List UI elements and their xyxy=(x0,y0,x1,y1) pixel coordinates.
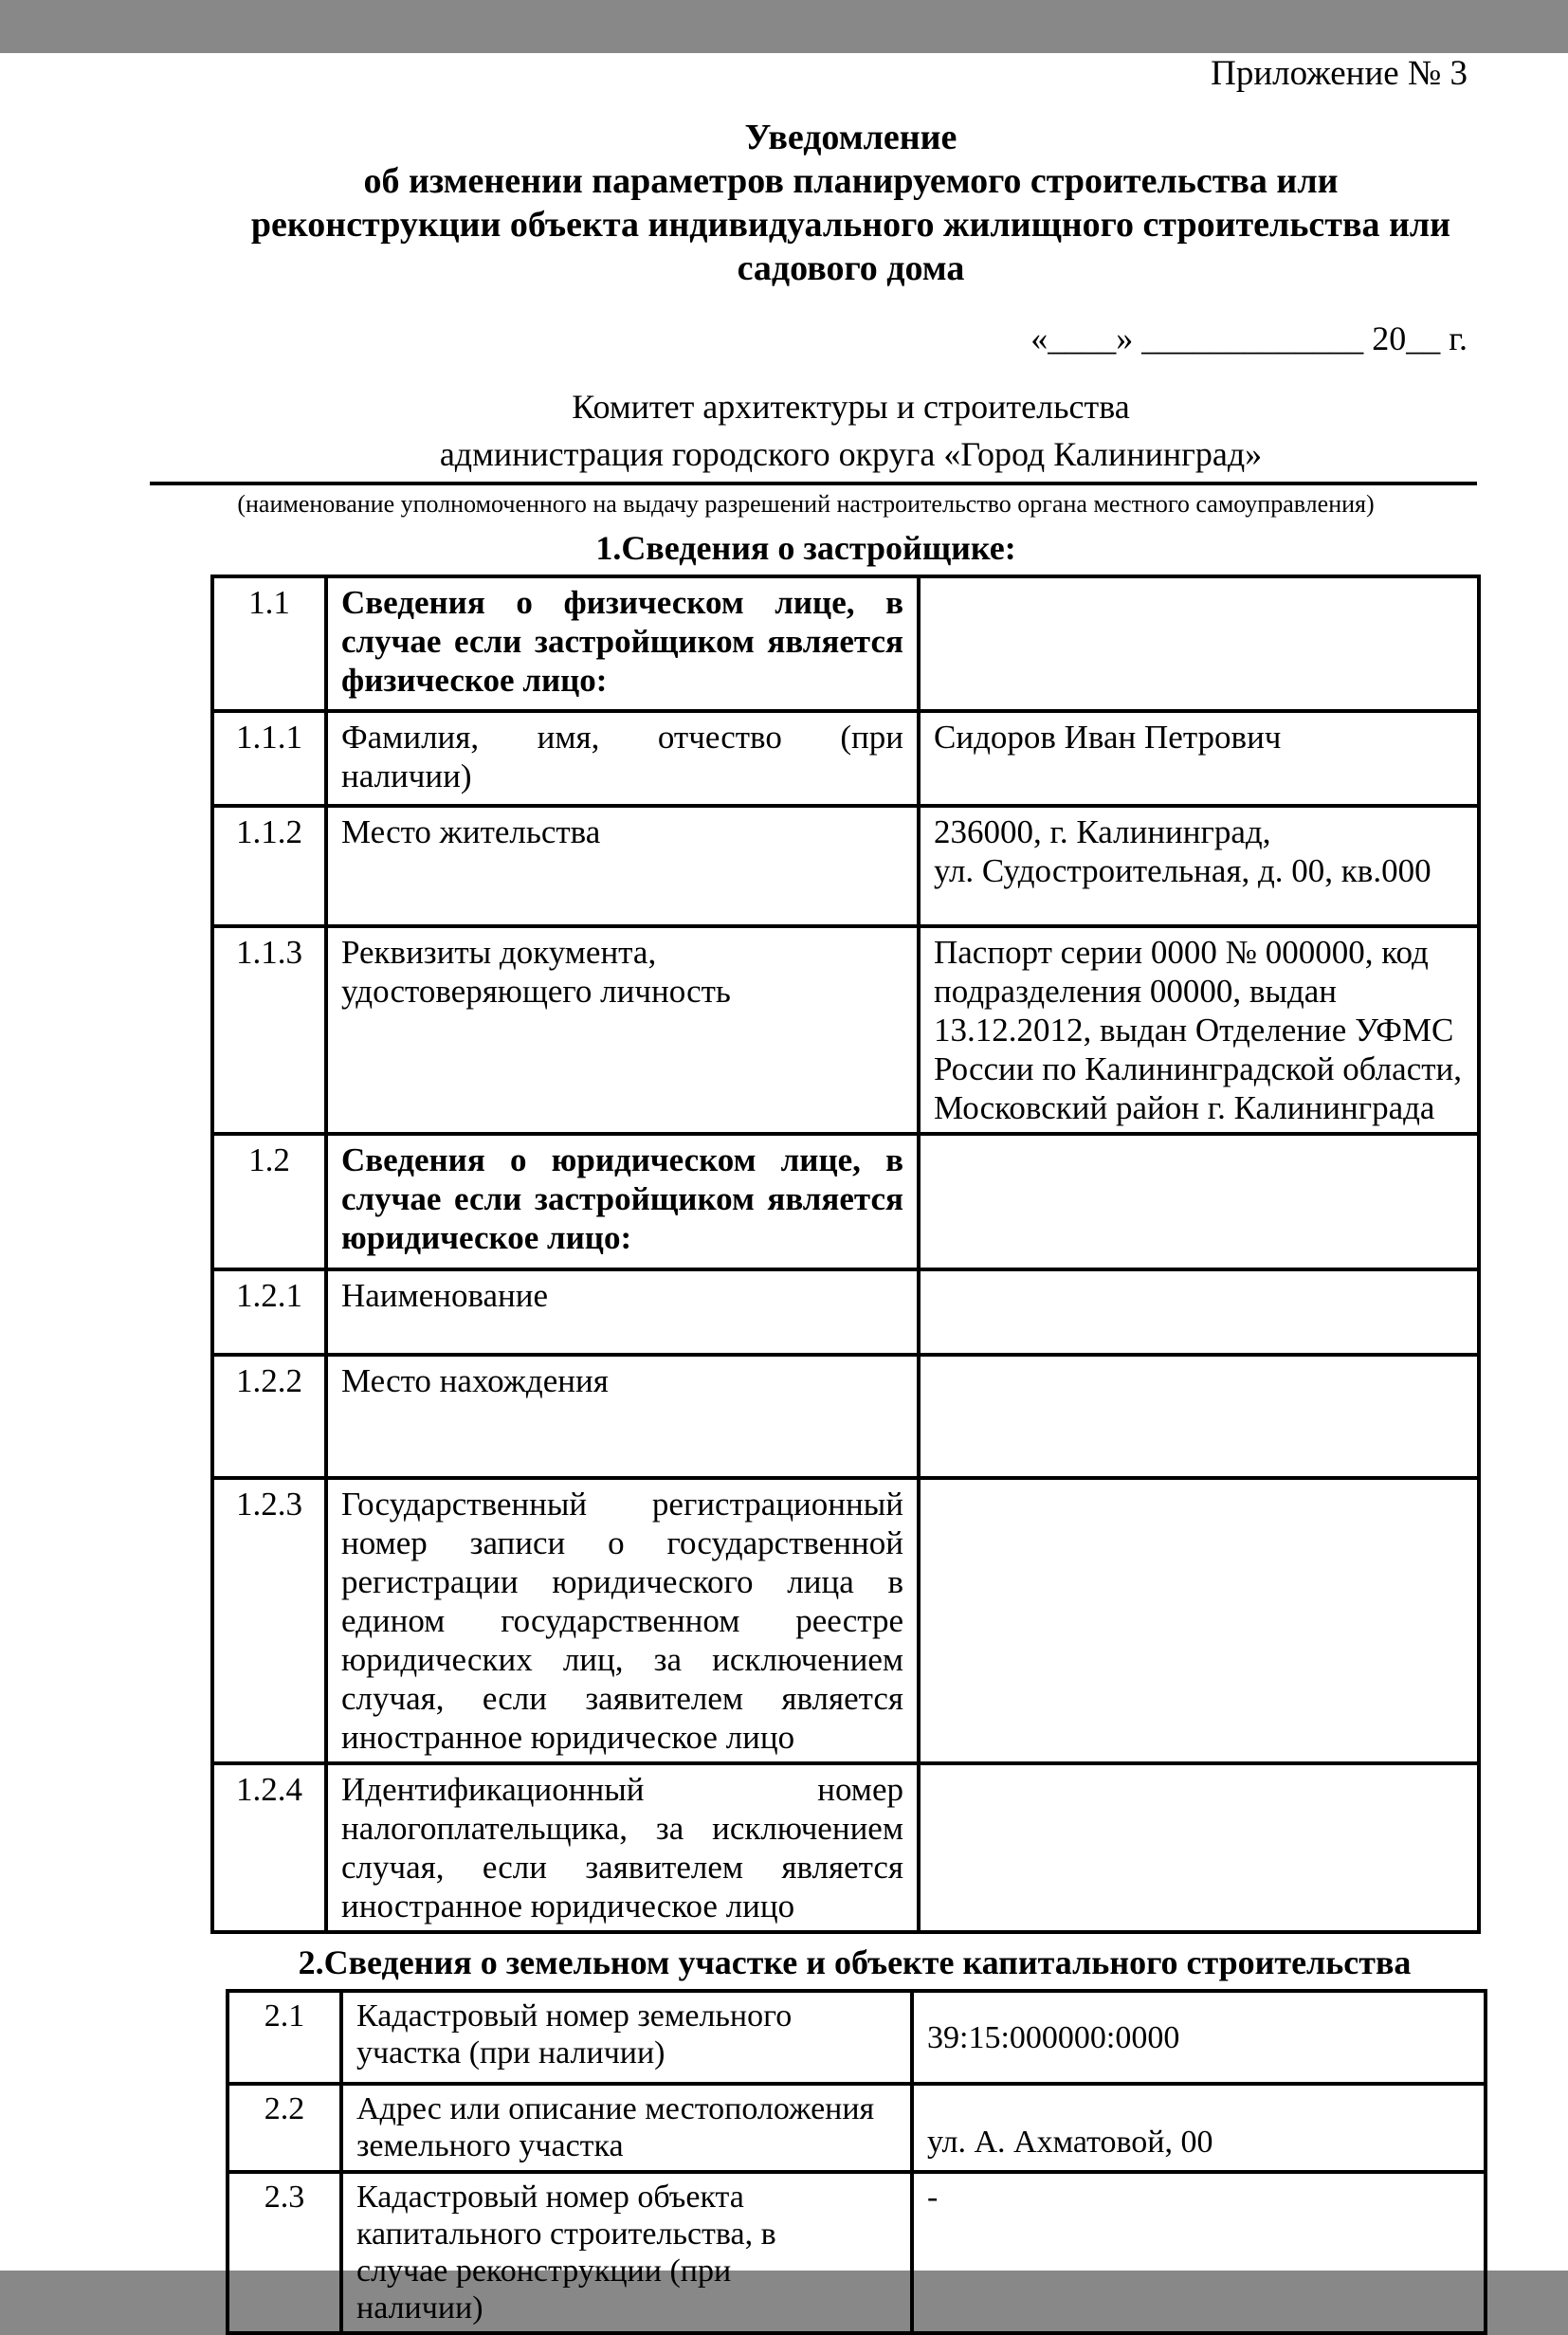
authority-name xyxy=(232,383,1469,478)
row-number: 1.2.4 xyxy=(212,1763,326,1932)
row-label: Реквизиты документа, удостоверяющего личность xyxy=(326,926,919,1134)
date-blank-line: «____» _____________ 20__ г. xyxy=(1030,319,1468,357)
row-label: Сведения о физическом лице, в случае если застройщиком является физическое лицо: xyxy=(326,576,919,711)
table-row xyxy=(212,1763,1479,1932)
table-row xyxy=(212,926,1479,1134)
row-label: Фамилия, имя, отчество (при наличии) xyxy=(326,711,919,806)
table-row xyxy=(212,1355,1479,1478)
table-row xyxy=(212,1269,1479,1355)
document-title xyxy=(232,116,1469,290)
authority-caption: (наименование уполномоченного на выдачу разрешений настроительство органа местного самоуправления) xyxy=(237,490,1375,518)
title-line-4: садового дома xyxy=(737,248,965,288)
developer-info-table xyxy=(210,575,1481,1934)
row-value: Сидоров Иван Петрович xyxy=(919,711,1479,806)
row-label: Место нахождения xyxy=(326,1355,919,1478)
table-row xyxy=(228,2172,1486,2333)
row-value: ул. А. Ахматовой, 00 xyxy=(912,2084,1486,2172)
row-value xyxy=(919,1478,1479,1763)
section-1-heading: 1.Сведения о застройщике: xyxy=(595,529,1016,567)
row-value xyxy=(919,576,1479,711)
row-number: 1.1.2 xyxy=(212,806,326,926)
row-label: Адрес или описание местоположения земельного участка xyxy=(341,2084,912,2172)
row-value: - xyxy=(912,2172,1486,2333)
row-label: Наименование xyxy=(326,1269,919,1355)
row-value xyxy=(919,1763,1479,1932)
row-number: 1.2.3 xyxy=(212,1478,326,1763)
row-number: 1.1.3 xyxy=(212,926,326,1134)
row-number: 2.3 xyxy=(228,2172,341,2333)
row-number: 1.1 xyxy=(212,576,326,711)
appendix-label: Приложение № 3 xyxy=(1211,54,1468,93)
table-row xyxy=(212,806,1479,926)
table-row xyxy=(212,1478,1479,1763)
row-value: Паспорт серии 0000 № 000000, код подразделения 00000, выдан 13.12.2012, выдан Отделение УФМС России по Калининградской области, Московский район г. Калининграда xyxy=(919,926,1479,1134)
row-value xyxy=(919,1269,1479,1355)
row-value xyxy=(919,1134,1479,1269)
title-line-2: об изменении параметров планируемого строительства или xyxy=(363,161,1339,201)
row-number: 2.1 xyxy=(228,1991,341,2084)
authority-line-1: Комитет архитектуры и строительства xyxy=(572,388,1130,426)
title-line-1: Уведомление xyxy=(744,118,957,157)
row-value: 236000, г. Калининград, ул. Судостроительная, д. 00, кв.000 xyxy=(919,806,1479,926)
section-2-heading: 2.Сведения о земельном участке и объекте капитального строительства xyxy=(298,1943,1412,1981)
row-label: Сведения о юридическом лице, в случае если застройщиком является юридическое лицо: xyxy=(326,1134,919,1269)
authority-line-2: администрация городского округа «Город Калининград» xyxy=(439,435,1263,473)
row-label: Кадастровый номер объекта капитального строительства, в случае реконструкции (при наличии) xyxy=(341,2172,912,2333)
row-number: 2.2 xyxy=(228,2084,341,2172)
document-page xyxy=(0,53,1568,2326)
row-label: Место жительства xyxy=(326,806,919,926)
land-plot-table xyxy=(226,1989,1487,2335)
row-number: 1.2.2 xyxy=(212,1355,326,1478)
row-number: 1.2.1 xyxy=(212,1269,326,1355)
table-row xyxy=(212,576,1479,711)
row-number: 1.2 xyxy=(212,1134,326,1269)
table-row xyxy=(212,1134,1479,1269)
row-label: Государственный регистрационный номер записи о государственной регистрации юридического лица в едином государственном реестре юридических лиц, за исключением случая, если заявителем является иностранное юридическое лицо xyxy=(326,1478,919,1763)
row-label: Идентификационный номер налогоплательщика, за исключением случая, если заявителем является иностранное юридическое лицо xyxy=(326,1763,919,1932)
row-value: 39:15:000000:0000 xyxy=(912,1991,1486,2084)
row-value xyxy=(919,1355,1479,1478)
table-row xyxy=(228,1991,1486,2084)
signature-rule xyxy=(150,482,1477,485)
row-label: Кадастровый номер земельного участка (при наличии) xyxy=(341,1991,912,2084)
row-number: 1.1.1 xyxy=(212,711,326,806)
title-line-3: реконструкции объекта индивидуального жилищного строительства или xyxy=(250,205,1451,245)
table-row xyxy=(212,711,1479,806)
table-row xyxy=(228,2084,1486,2172)
